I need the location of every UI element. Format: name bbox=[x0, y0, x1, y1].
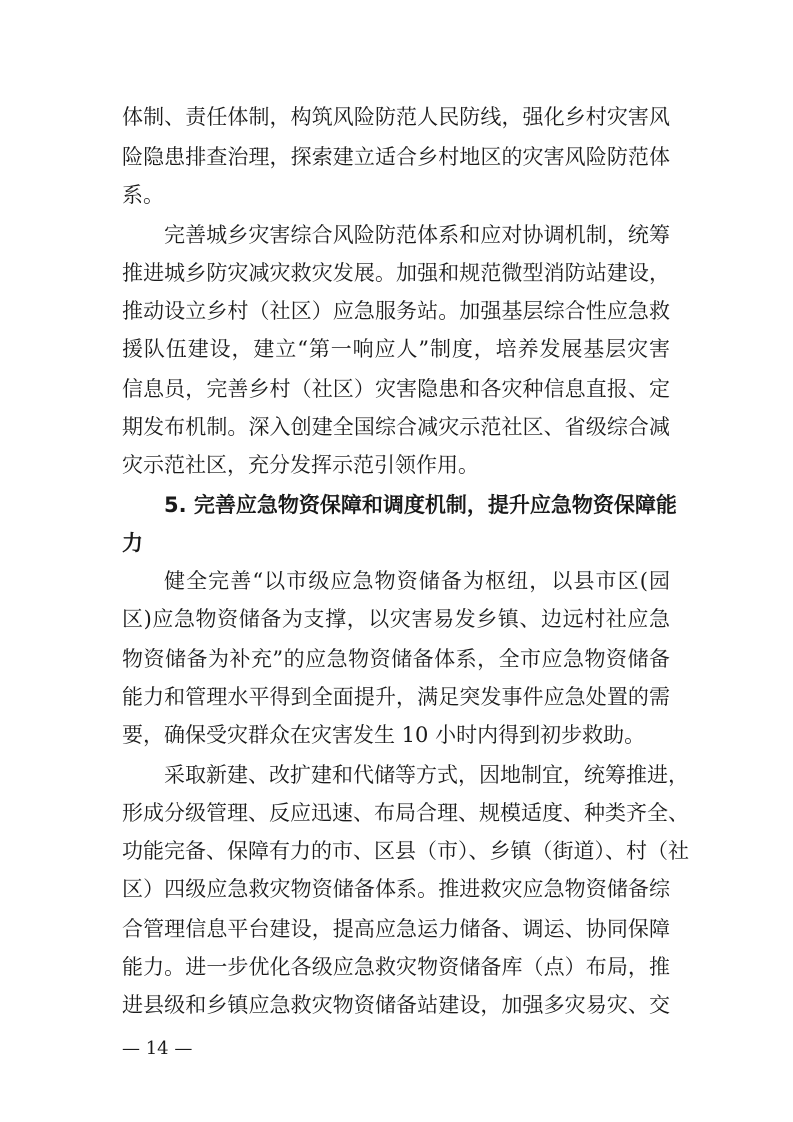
text-line: 物资储备为补充”的应急物资储备体系，全市应急物资储备 bbox=[122, 647, 670, 671]
paragraph-first-line: 采取新建、改扩建和代储等方式，因地制宜，统筹推进， bbox=[164, 763, 689, 787]
text-line: 进县级和乡镇应急救灾物资储备站建设，加强多灾易灾、交 bbox=[122, 993, 670, 1017]
text-line: 推动设立乡村（社区）应急服务站。加强基层综合性应急救 bbox=[122, 299, 670, 323]
text-line: 区)应急物资储备为支撑，以灾害易发乡镇、边远村社应急 bbox=[122, 607, 670, 631]
text-line: 合管理信息平台建设，提高应急运力储备、调运、协同保障 bbox=[122, 917, 670, 941]
paragraph-first-line: 完善城乡灾害综合风险防范体系和应对协调机制，统筹 bbox=[164, 223, 670, 247]
section-heading-continued: 力 bbox=[122, 531, 143, 555]
text-line: 要，确保受灾群众在灾害发生 10 小时内得到初步救助。 bbox=[122, 723, 646, 747]
text-line: 系。 bbox=[122, 183, 164, 207]
text-line: 期发布机制。深入创建全国综合减灾示范社区、省级综合减 bbox=[122, 415, 670, 439]
text-line: 能力和管理水平得到全面提升，满足突发事件应急处置的需 bbox=[122, 685, 670, 709]
text-line: 信息员，完善乡村（社区）灾害隐患和各灾种信息直报、定 bbox=[122, 377, 670, 401]
text-line: 区）四级应急救灾物资储备体系。推进救灾应急物资储备综 bbox=[122, 877, 670, 901]
text-line: 能力。进一步优化各级应急救灾物资储备库（点）布局，推 bbox=[122, 955, 670, 979]
text-line: 体制、责任体制，构筑风险防范人民防线，强化乡村灾害风 bbox=[122, 105, 670, 129]
text-line: 形成分级管理、反应迅速、布局合理、规模适度、种类齐全、 bbox=[122, 801, 689, 825]
paragraph-first-line: 健全完善“以市级应急物资储备为枢纽，以县市区(园 bbox=[164, 569, 670, 593]
text-line: 灾示范社区，充分发挥示范引领作用。 bbox=[122, 453, 479, 477]
text-line: 险隐患排查治理，探索建立适合乡村地区的灾害风险防范体 bbox=[122, 145, 670, 169]
text-line: 推进城乡防灾减灾救灾发展。加强和规范微型消防站建设， bbox=[122, 261, 670, 285]
text-line: 援队伍建设，建立“第一响应人”制度，培养发展基层灾害 bbox=[122, 337, 670, 361]
page-number: — 14 — bbox=[122, 1038, 193, 1059]
text-line: 功能完备、保障有力的市、区县（市）、乡镇（街道）、村（社 bbox=[122, 839, 689, 863]
section-heading: 5. 完善应急物资保障和调度机制，提升应急物资保障能 bbox=[164, 493, 677, 517]
